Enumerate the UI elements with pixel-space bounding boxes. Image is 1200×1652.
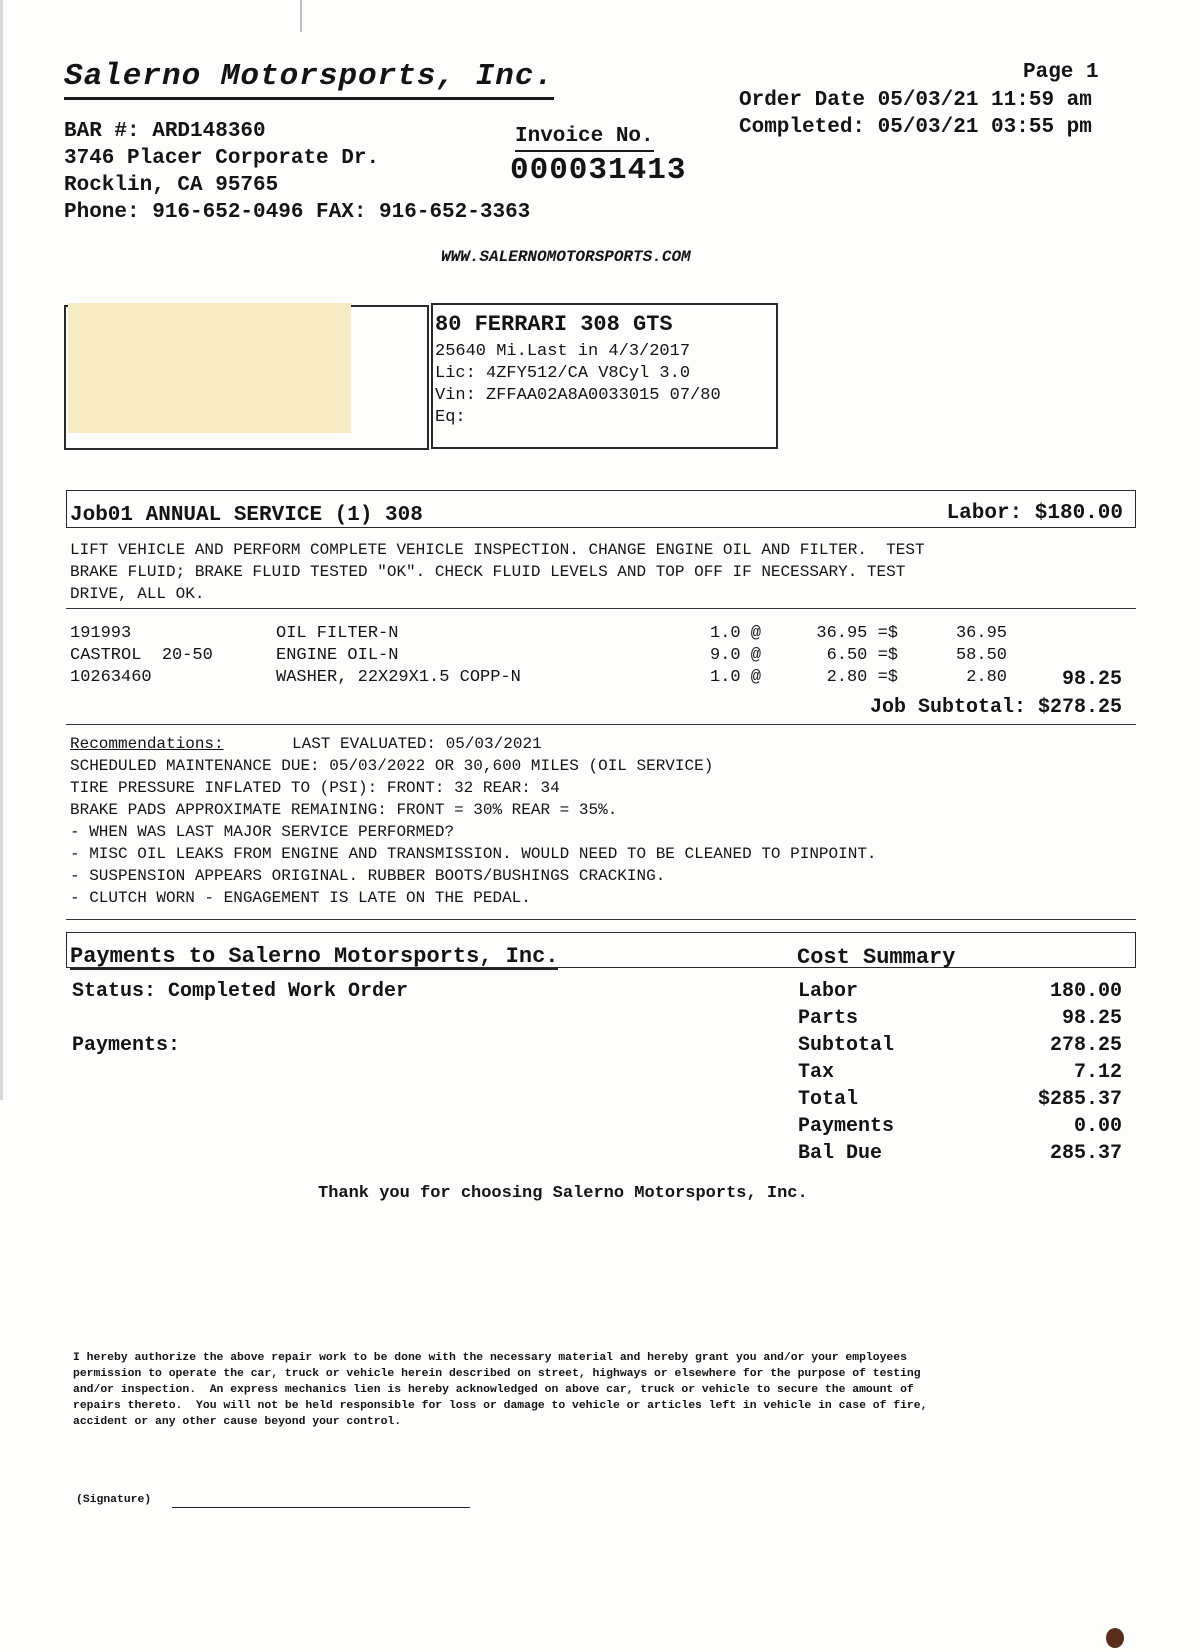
cost-label-labor: Labor: [798, 980, 859, 1003]
vehicle-mileage: 25640 Mi.Last in 4/3/2017: [435, 342, 691, 361]
part-description: OIL FILTER-N: [276, 624, 399, 643]
part-price: 2.80 =$: [826, 668, 898, 687]
vehicle-vin: Vin: ZFFAA02A8A0033015 07/80: [435, 386, 721, 405]
job-header-box: [66, 490, 1136, 528]
thank-you-message: Thank you for choosing Salerno Motorsports, Inc.: [318, 1184, 808, 1203]
recommendation-line: - MISC OIL LEAKS FROM ENGINE AND TRANSMISSION. WOULD NEED TO BE CLEANED TO PINPOINT.: [70, 845, 877, 863]
redacted-customer-info: [68, 303, 351, 433]
part-number: 191993: [70, 624, 132, 643]
order-date: Order Date 05/03/21 11:59 am: [739, 89, 1092, 112]
cost-value-subtotal: 278.25: [1049, 1034, 1122, 1057]
job-subtotal: Job Subtotal: $278.25: [869, 696, 1122, 719]
part-extended: 2.80: [966, 668, 1007, 687]
cost-summary-title: Cost Summary: [797, 945, 956, 970]
cost-label-total: Total: [798, 1088, 859, 1111]
cost-label-tax: Tax: [798, 1061, 835, 1084]
work-order-status: Status: Completed Work Order: [72, 980, 409, 1003]
authorization-text-line: repairs thereto. You will not be held responsible for loss or damage to vehicle or articles left in vehicle in case of fire,: [73, 1400, 928, 1412]
cost-label-payments: Payments: [798, 1115, 895, 1138]
cost-label-parts: Parts: [798, 1007, 859, 1030]
job-description-line: LIFT VEHICLE AND PERFORM COMPLETE VEHICLE INSPECTION. CHANGE ENGINE OIL AND FILTER. TEST: [70, 541, 925, 559]
recommendation-line: BRAKE PADS APPROXIMATE REMAINING: FRONT = 30% REAR = 35%.: [70, 801, 618, 819]
part-description: WASHER, 22X29X1.5 COPP-N: [276, 668, 521, 687]
recommendation-line: - WHEN WAS LAST MAJOR SERVICE PERFORMED?: [70, 823, 455, 841]
cost-value-total: $285.37: [1037, 1088, 1122, 1111]
company-name: Salerno Motorsports, Inc.: [64, 58, 554, 100]
part-description: ENGINE OIL-N: [276, 646, 399, 665]
completed-date: Completed: 05/03/21 03:55 pm: [739, 116, 1092, 139]
website: WWW.SALERNOMOTORSPORTS.COM: [441, 248, 691, 266]
part-number: 10263460: [70, 668, 152, 687]
vehicle-box: [431, 303, 778, 449]
part-price: 6.50 =$: [826, 646, 898, 665]
job-description-line: DRIVE, ALL OK.: [70, 585, 205, 603]
part-number: CASTROL 20-50: [70, 646, 213, 665]
vehicle-license: Lic: 4ZFY512/CA V8Cyl 3.0: [435, 364, 691, 383]
address-line-2: Rocklin, CA 95765: [64, 174, 279, 197]
vehicle-equipment: Eq:: [435, 408, 466, 427]
page-number: Page 1: [1023, 61, 1099, 84]
part-extended: 58.50: [955, 646, 1007, 665]
last-evaluated: LAST EVALUATED: 05/03/2021: [292, 735, 542, 753]
parts-total: 98.25: [1061, 668, 1122, 691]
divider: [66, 724, 1136, 725]
recommendation-line: SCHEDULED MAINTENANCE DUE: 05/03/2022 OR 30,600 MILES (OIL SERVICE): [70, 757, 714, 775]
cost-label-subtotal: Subtotal: [798, 1034, 895, 1057]
signature-label: (Signature): [76, 1494, 152, 1506]
scan-edge-line: [0, 0, 3, 1100]
ink-blot: [1106, 1628, 1124, 1648]
authorization-text-line: I hereby authorize the above repair work to be done with the necessary material and hereby grant you and/or your employees: [73, 1352, 907, 1364]
payments-summary-header: [66, 932, 1136, 968]
job-title: Job01 ANNUAL SERVICE (1) 308: [70, 504, 423, 527]
part-quantity: 1.0 @: [710, 668, 762, 687]
cost-value-labor: 180.00: [1049, 980, 1122, 1003]
part-price: 36.95 =$: [816, 624, 898, 643]
recommendations-label: Recommendations:: [70, 735, 224, 753]
cost-value-payments: 0.00: [1073, 1115, 1122, 1138]
job-description-line: BRAKE FLUID; BRAKE FLUID TESTED "OK". CHECK FLUID LEVELS AND TOP OFF IF NECESSARY. TEST: [70, 563, 906, 581]
cost-value-parts: 98.25: [1061, 1007, 1122, 1030]
invoice-number: 000031413: [510, 153, 687, 188]
recommendation-line: TIRE PRESSURE INFLATED TO (PSI): FRONT: 32 REAR: 34: [70, 779, 560, 797]
phone-fax: Phone: 916-652-0496 FAX: 916-652-3363: [64, 201, 531, 224]
scan-edge-line: [300, 0, 302, 32]
vehicle-title: 80 FERRARI 308 GTS: [435, 312, 673, 337]
recommendation-line: - CLUTCH WORN - ENGAGEMENT IS LATE ON THE PEDAL.: [70, 889, 531, 907]
part-quantity: 1.0 @: [710, 624, 762, 643]
bar-number: BAR #: ARD148360: [64, 120, 266, 143]
address-line-1: 3746 Placer Corporate Dr.: [64, 147, 380, 170]
divider: [66, 608, 1136, 609]
recommendation-line: - SUSPENSION APPEARS ORIGINAL. RUBBER BOOTS/BUSHINGS CRACKING.: [70, 867, 666, 885]
payments-label: Payments:: [72, 1034, 181, 1057]
authorization-text-line: accident or any other cause beyond your control.: [73, 1416, 402, 1428]
divider: [66, 919, 1136, 920]
authorization-text-line: and/or inspection. An express mechanics lien is hereby acknowledged on above car, truck or vehicle to secure the amount of: [73, 1384, 914, 1396]
cost-value-balance-due: 285.37: [1049, 1142, 1122, 1165]
part-extended: 36.95: [955, 624, 1007, 643]
signature-line[interactable]: [172, 1507, 470, 1508]
payments-title: Payments to Salerno Motorsports, Inc.: [70, 944, 559, 969]
cost-label-balance-due: Bal Due: [798, 1142, 883, 1165]
cost-value-tax: 7.12: [1073, 1061, 1122, 1084]
part-quantity: 9.0 @: [710, 646, 762, 665]
authorization-text-line: permission to operate the car, truck or vehicle herein described on street, highways or elsewhere for the purpose of testing: [73, 1368, 921, 1380]
job-labor: Labor: $180.00: [946, 502, 1123, 525]
invoice-label: Invoice No.: [515, 124, 654, 152]
